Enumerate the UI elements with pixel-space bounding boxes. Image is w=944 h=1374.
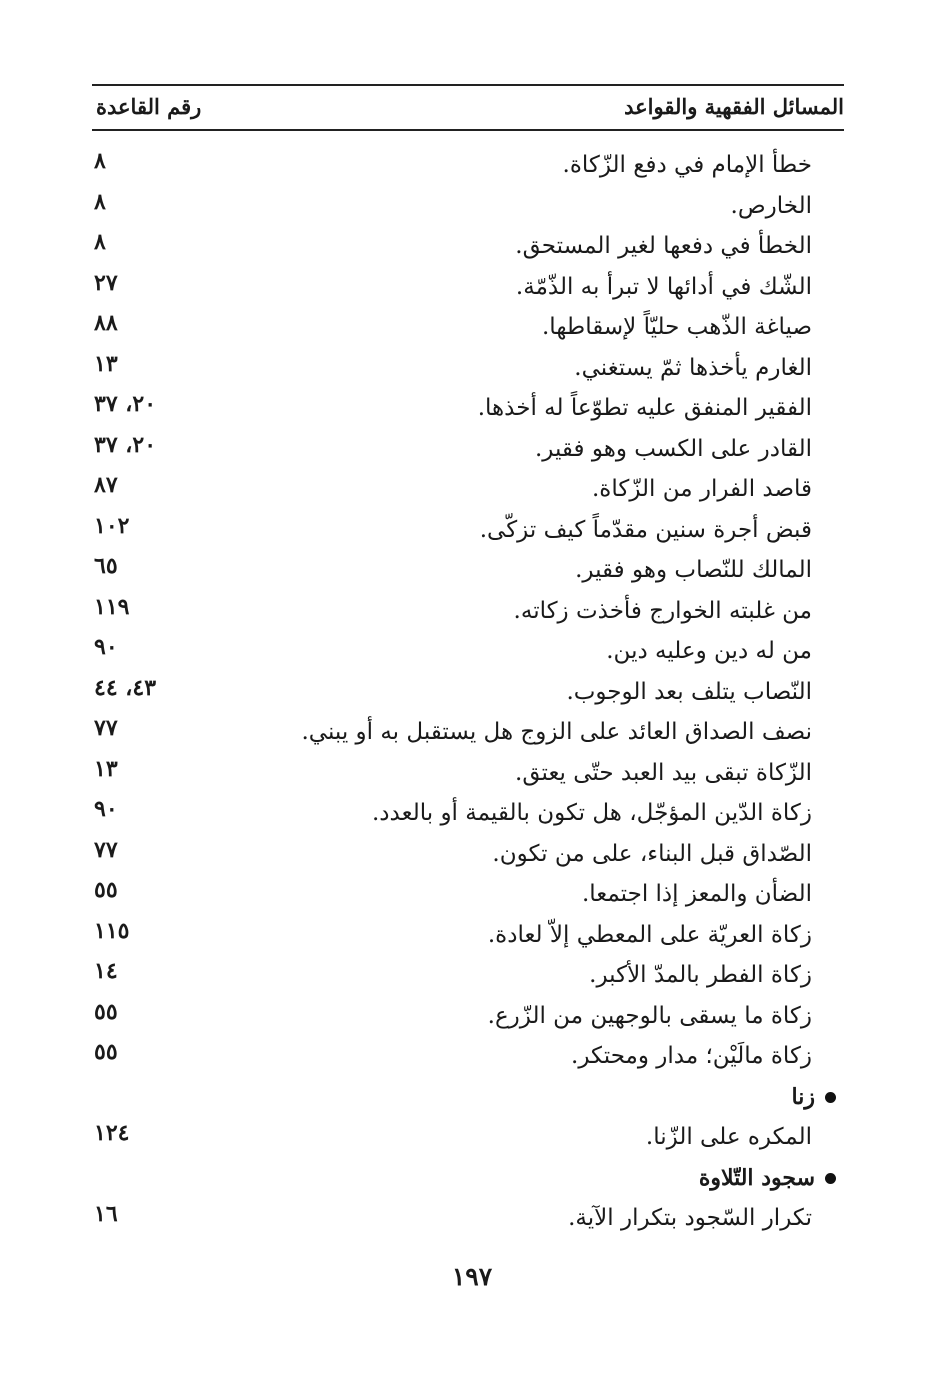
rule-number: ٨ <box>94 188 106 215</box>
index-row <box>92 877 844 918</box>
index-row <box>92 999 844 1040</box>
index-row <box>92 837 844 878</box>
section-heading-text: سجود التّلاوة <box>698 1164 815 1191</box>
index-row <box>92 675 844 716</box>
index-entries <box>92 148 844 1242</box>
rule-number: ٨٨ <box>94 310 118 336</box>
rule-number: ١٢٤ <box>94 1120 130 1146</box>
index-row <box>92 472 844 513</box>
entry-text: صياغة الذّهب حليّاً لإسقاطها. <box>542 314 812 340</box>
entry-text: الخطأ في دفعها لغير المستحق. <box>515 233 812 259</box>
index-row <box>92 553 844 594</box>
entry-text: الزّكاة تبقى بيد العبد حتّى يعتق. <box>515 759 812 786</box>
entry-text: الصّداق قبل البناء، على من تكون. <box>492 840 812 867</box>
index-row <box>92 958 844 999</box>
entry-text: المالك للنّصاب وهو فقير. <box>575 557 812 583</box>
entry-text: الفقير المنفق عليه تطوّعاً له أخذها. <box>477 395 812 421</box>
entry-text: الغارم يأخذها ثمّ يستغني. <box>574 354 812 381</box>
entry-text: النّصاب يتلف بعد الوجوب. <box>566 678 812 705</box>
entry-text: الشّك في أدائها لا تبرأ به الذّمّة. <box>515 273 812 300</box>
entry-text: من غلبته الخوارج فأخذت زكاته. <box>513 597 812 624</box>
entry-text: زكاة ما يسقى بالوجهين من الزّرع. <box>487 1002 812 1029</box>
entry-text: الضأن والمعز إذا اجتمعا. <box>581 881 812 907</box>
rule-number: ١٣ <box>94 350 118 377</box>
rule-number: ٨ <box>94 148 106 174</box>
header-rule-top <box>92 84 844 86</box>
rule-number: ٩٠ <box>94 634 118 660</box>
header-title: المسائل الفقهية والقواعد <box>624 94 844 119</box>
section-heading-text: زنا <box>791 1083 815 1110</box>
rule-number: ١١٩ <box>94 593 130 620</box>
header-number-column: رقم القاعدة <box>96 94 202 119</box>
page-number: ١٩٧ <box>451 1262 493 1291</box>
rule-number: ١٤ <box>94 958 118 984</box>
rule-number: ٧٧ <box>94 715 118 741</box>
index-row <box>92 229 844 270</box>
entry-text: من له دين وعليه دين. <box>606 638 812 664</box>
index-row <box>92 189 844 230</box>
entry-text: زكاة الفطر بالمدّ الأكبر. <box>589 962 812 988</box>
rule-number: ٢٧ <box>94 269 118 296</box>
rule-number: ٥٥ <box>94 877 118 903</box>
section-heading <box>92 1161 844 1202</box>
entry-text: الخارص. <box>730 192 812 219</box>
index-row <box>92 1039 844 1080</box>
rule-number: ٧٧ <box>94 836 118 863</box>
rule-number: ١٠٢ <box>94 512 130 539</box>
index-row <box>92 1120 844 1161</box>
index-row <box>92 432 844 473</box>
index-row <box>92 270 844 311</box>
index-row <box>92 594 844 635</box>
index-row <box>92 513 844 554</box>
rule-number: ٤٣، ٤٤ <box>94 674 157 701</box>
entry-text: زكاة الدّين المؤجّل، هل تكون بالقيمة أو بالعدد. <box>372 800 812 826</box>
index-row <box>92 351 844 392</box>
index-row <box>92 756 844 797</box>
index-row <box>92 918 844 959</box>
rule-number: ٩٠ <box>94 796 118 822</box>
rule-number: ٨ <box>94 229 106 255</box>
rule-number: ٢٠، ٣٧ <box>94 431 157 458</box>
rule-number: ٦٥ <box>94 553 118 579</box>
index-row <box>92 148 844 189</box>
index-row <box>92 715 844 756</box>
rule-number: ١٦ <box>94 1201 118 1227</box>
index-row <box>92 634 844 675</box>
entry-text: قبض أجرة سنين مقدّماً كيف تزكّى. <box>479 516 812 543</box>
index-row <box>92 310 844 351</box>
entry-text: المكره على الزّنا. <box>645 1124 812 1150</box>
entry-text: نصف الصداق العائد على الزوج هل يستقبل به أو يبني. <box>301 719 812 745</box>
section-heading <box>92 1080 844 1121</box>
rule-number: ١١٥ <box>94 917 130 944</box>
entry-text: زكاة مالَيْن؛ مدار ومحتكر. <box>571 1043 812 1069</box>
index-row <box>92 796 844 837</box>
rule-number: ٥٥ <box>94 1039 118 1065</box>
rule-number: ٢٠، ٣٧ <box>94 391 157 417</box>
rule-number: ٨٧ <box>94 472 118 498</box>
index-row <box>92 1201 844 1242</box>
entry-text: خطأ الإمام في دفع الزّكاة. <box>562 152 812 178</box>
running-header <box>92 90 844 126</box>
entry-text: زكاة العريّة على المعطي إلاّ لعادة. <box>487 921 812 948</box>
entry-text: القادر على الكسب وهو فقير. <box>534 435 812 462</box>
entry-text: قاصد الفرار من الزّكاة. <box>592 476 812 502</box>
rule-number: ٥٥ <box>94 998 118 1025</box>
header-rule-bottom <box>92 129 844 131</box>
rule-number: ١٣ <box>94 755 118 782</box>
bullet-icon <box>825 1092 836 1103</box>
bullet-icon <box>825 1173 836 1184</box>
index-row <box>92 391 844 432</box>
entry-text: تكرار السّجود بتكرار الآية. <box>568 1205 812 1231</box>
